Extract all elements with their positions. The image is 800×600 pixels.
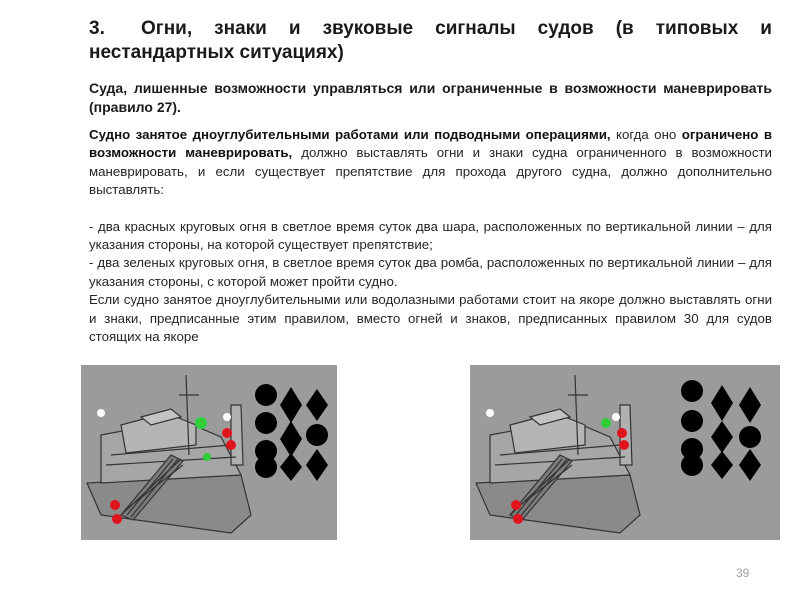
signal-diamond <box>280 421 302 457</box>
signal-ball <box>255 384 277 406</box>
green-light <box>203 453 211 461</box>
red-light <box>112 514 122 524</box>
signal-diamond <box>711 451 733 479</box>
signal-diamond <box>739 387 761 423</box>
signal-diamond <box>711 421 733 453</box>
signal-ball <box>306 424 328 446</box>
paragraph-bold-2: ограничено в возможности маневрировать, <box>89 127 772 161</box>
red-light <box>110 500 120 510</box>
red-light <box>226 440 236 450</box>
paragraph-text-2: должно выставлять огни и знаки судна ограниченного в возможности маневрировать, и если существует препятствие для прохода другого судна, должно дополнительно выставлять: <box>89 145 772 198</box>
signal-diamond <box>711 385 733 421</box>
paragraph-bold-1: Судно занятое дноуглубительными работами или подводными операциями, <box>89 127 611 142</box>
signal-diamond <box>306 389 328 421</box>
signal-ball <box>681 410 703 432</box>
signal-ball <box>255 412 277 434</box>
signal-column-right <box>739 387 761 481</box>
red-light <box>511 500 521 510</box>
red-light <box>513 514 523 524</box>
green-light <box>195 417 207 429</box>
signal-diamond <box>306 449 328 481</box>
white-light <box>97 409 105 417</box>
slide-heading <box>89 17 772 65</box>
signal-balls <box>681 380 703 476</box>
signal-ball <box>681 380 703 402</box>
red-light <box>619 440 629 450</box>
signal-ball <box>681 454 703 476</box>
heading-text: Огни, знаки и звуковые сигналы судов (в типовых и нестандартных ситуациях) <box>89 18 772 63</box>
signal-ball <box>255 456 277 478</box>
green-light <box>601 418 611 428</box>
paragraph-gap <box>89 200 772 218</box>
signal-diamond <box>739 449 761 481</box>
signal-diamond <box>280 387 302 423</box>
vessel-drawing <box>476 375 640 533</box>
paragraph-text-1: когда оно <box>610 127 682 142</box>
white-light <box>486 409 494 417</box>
bullet-red-lights: - два красных круговых огня в светлое время суток два шара, расположенных по вертикальной линии – для указания стороны, на которой существует препятствие; <box>89 218 772 253</box>
subheading: Суда, лишенные возможности управляться или ограниченные в возможности маневрировать (правило 27). <box>89 80 772 115</box>
paragraph-anchored: Если судно занятое дноуглубительными или водолазными работами стоит на якоре должно выставлять огни и знаки, предписанные этим правилом, вместо огней и знаков, предписанных правилом 30 для судов стоящих на якоре <box>89 292 772 345</box>
red-light <box>617 428 627 438</box>
signal-diamonds <box>280 387 302 481</box>
signal-balls <box>255 384 277 478</box>
white-light <box>612 413 620 421</box>
body-text <box>89 126 772 346</box>
white-light <box>223 413 231 421</box>
signal-ball <box>739 426 761 448</box>
dredger-illustration <box>470 365 780 540</box>
vessel-drawing <box>87 375 251 533</box>
dredger-figure-anchored <box>470 365 780 540</box>
signal-diamonds <box>711 385 733 479</box>
page-number: 39 <box>736 566 750 580</box>
bullet-green-lights: - два зеленых круговых огня, в светлое время суток два ромба, расположенных по вертикальной линии – для указания стороны, с которой может пройти судно. <box>89 255 772 289</box>
signal-diamond <box>280 453 302 481</box>
heading-number: 3. <box>89 18 105 39</box>
paragraph-dredging <box>89 126 772 200</box>
dredger-illustration <box>81 365 337 540</box>
dredger-figure-underway <box>81 365 337 540</box>
red-light <box>222 428 232 438</box>
